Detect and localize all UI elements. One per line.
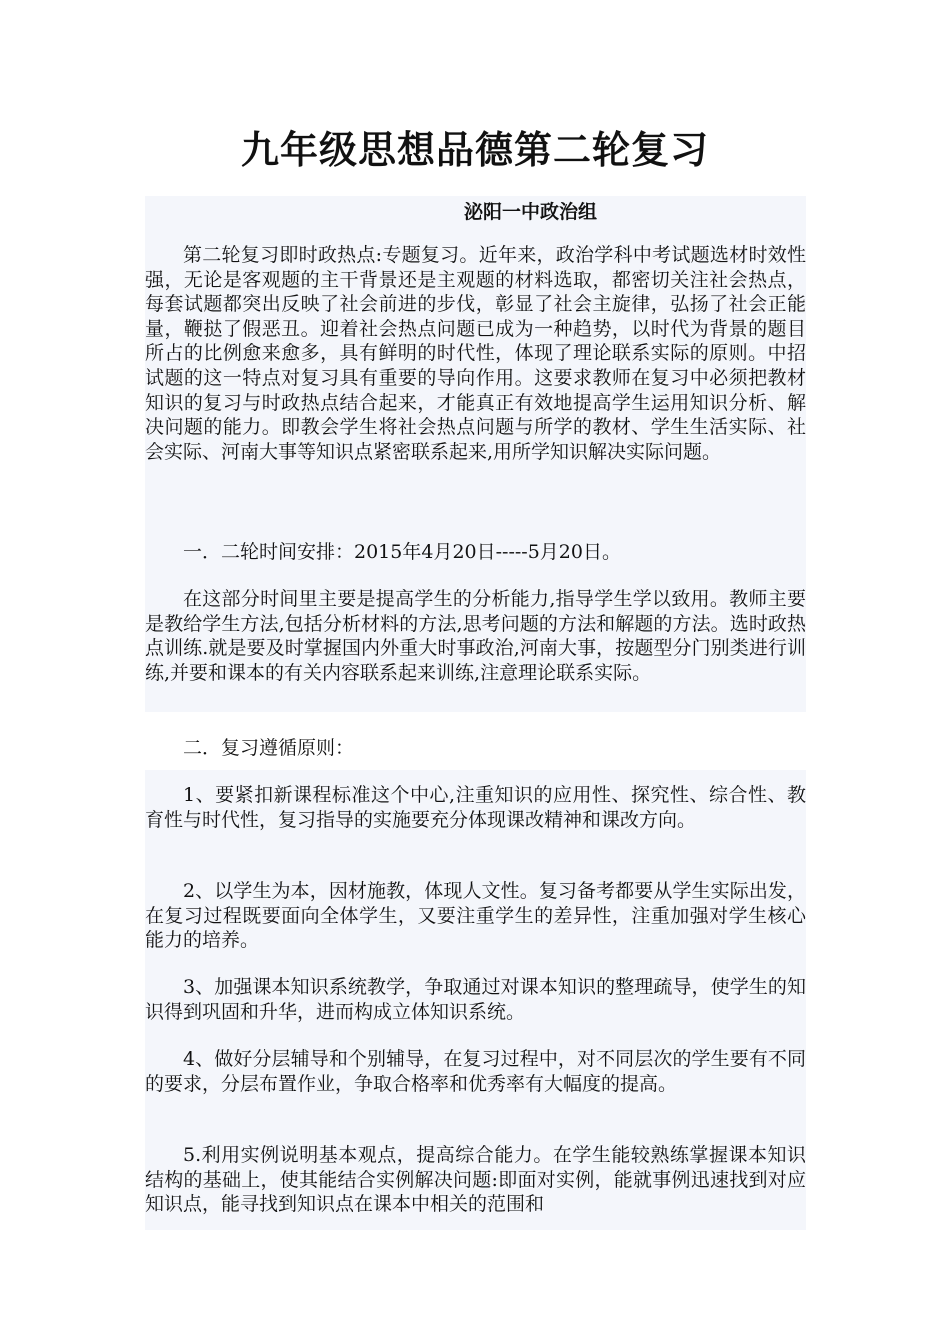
document-title: 九年级思想品德第二轮复习 <box>240 128 709 172</box>
principle-item-1: 1、要紧扣新课程标准这个中心,注重知识的应用性、探究性、综合性、教育性与时代性，复习指导的实施要充分体现课改精神和课改方向。 <box>145 784 806 831</box>
principle-item-4: 4、做好分层辅导和个别辅导，在复习过程中，对不同层次的学生要有不同的要求，分层布置作业，争取合格率和优秀率有大幅度的提高。 <box>145 1048 806 1095</box>
principle-item-5: 5.利用实例说明基本观点，提高综合能力。在学生能较熟练掌握课本知识结构的基础上，使其能结合实例解决问题:即面对实例，能就事例迅速找到对应知识点，能寻找到知识点在课本中相关的范围和 <box>145 1144 806 1216</box>
intro-paragraph: 第二轮复习即时政热点:专题复习。近年来，政治学科中考试题选材时效性强，无论是客观题的主干背景还是主观题的材料选取，都密切关注社会热点，每套试题都突出反映了社会前进的步伐，彰显了社会主旋律，弘扬了社会正能量，鞭挞了假恶丑。迎着社会热点问题已成为一种趋势，以时代为背景的题目所占的比例愈来愈多，具有鲜明的时代性，体现了理论联系实际的原则。中招试题的这一特点对复习具有重要的导向作用。这要求教师在复习中必须把教材知识的复习与时政热点结合起来，才能真正有效地提高学生运用知识分析、解决问题的能力。即教会学生将社会热点问题与所学的教材、学生生活实际、社会实际、河南大事等知识点紧密联系起来,用所学知识解决实际问题。 <box>145 244 806 463</box>
section1-heading: 一．二轮时间安排：2015年4月20日-----5月20日。 <box>183 541 621 563</box>
principle-item-3: 3、加强课本知识系统教学，争取通过对课本知识的整理疏导，使学生的知识得到巩固和升华，进而构成立体知识系统。 <box>145 976 806 1023</box>
section2-heading: 二．复习遵循原则： <box>183 737 355 759</box>
section1-paragraph: 在这部分时间里主要是提高学生的分析能力,指导学生学以致用。教师主要是教给学生方法,包括分析材料的方法,思考问题的方法和解题的方法。选时政热点训练.就是要及时掌握国内外重大时事政治,河南大事，按题型分门别类进行训练,并要和课本的有关内容联系起来训练,注意理论联系实际。 <box>145 588 806 684</box>
document-author: 泌阳一中政治组 <box>463 201 597 223</box>
principle-item-2: 2、以学生为本，因材施教，体现人文性。复习备考都要从学生实际出发，在复习过程既要面向全体学生，又要注重学生的差异性，注重加强对学生核心能力的培养。 <box>145 880 806 952</box>
